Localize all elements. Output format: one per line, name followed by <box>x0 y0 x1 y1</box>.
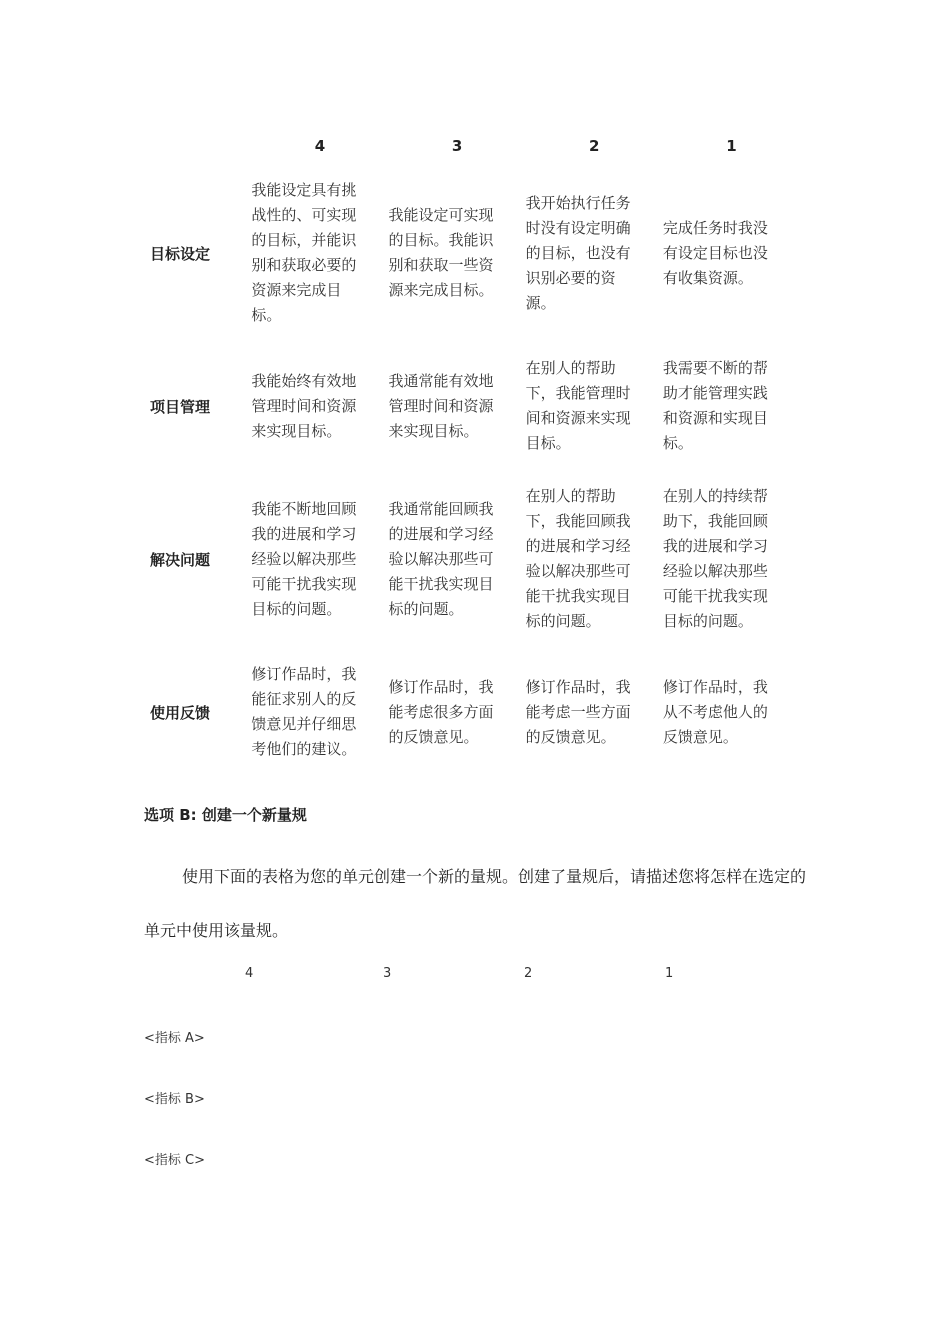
new-score-2: 2 <box>524 966 533 981</box>
new-score-1: 1 <box>665 966 674 981</box>
level-description: 在别人的帮助下，我能管理时间和资源来实现目标。 <box>525 359 631 452</box>
indicator-c: <指标 C> <box>144 1153 205 1168</box>
score-header-2: 2 <box>589 137 600 155</box>
criterion-label: 目标设定 <box>150 244 211 263</box>
criterion-label: 项目管理 <box>150 397 211 416</box>
level-description: 我通常能有效地管理时间和资源来实现目标。 <box>388 371 494 440</box>
level-description: 我通常能回顾我的进展和学习经验以解决那些可能干扰我实现目标的问题。 <box>388 499 494 618</box>
level-description: 我开始执行任务时没有设定明确的目标，也没有识别必要的资源。 <box>525 193 631 312</box>
score-header-1: 1 <box>726 137 737 155</box>
level-description: 我需要不断的帮助才能管理实践和资源和实现目标。 <box>662 359 768 452</box>
level-description: 修订作品时，我从不考虑他人的反馈意见。 <box>662 677 768 746</box>
new-rubric-score-header <box>0 966 950 986</box>
rubric-row-goal-setting <box>140 164 800 342</box>
indicator-a: <指标 A> <box>144 1031 205 1046</box>
rubric-table <box>140 128 800 776</box>
level-description: 完成任务时我没有设定目标也没有收集资源。 <box>662 218 768 287</box>
level-description: 我能不断地回顾我的进展和学习经验以解决那些可能干扰我实现目标的问题。 <box>251 499 357 618</box>
level-description: 修订作品时，我能征求别人的反馈意见并仔细思考他们的建议。 <box>251 665 357 758</box>
level-description: 我能始终有效地管理时间和资源来实现目标。 <box>251 371 357 440</box>
level-description: 在别人的持续帮助下，我能回顾我的进展和学习经验以解决那些可能干扰我实现目标的问题。 <box>662 487 768 630</box>
new-score-4: 4 <box>245 966 254 981</box>
level-description: 我能设定可实现的目标。我能识别和获取一些资源来完成目标。 <box>388 206 494 299</box>
level-description: 修订作品时，我能考虑很多方面的反馈意见。 <box>388 677 494 746</box>
section-b-paragraph: 使用下面的表格为您的单元创建一个新的量规。创建了量规后，请描述您将怎样在选定的单元中使用该量规。 <box>144 867 807 940</box>
level-description: 修订作品时，我能考虑一些方面的反馈意见。 <box>525 677 631 746</box>
level-description: 我能设定具有挑战性的、可实现的目标，并能识别和获取必要的资源来完成目标。 <box>251 181 357 324</box>
level-description: 在别人的帮助下，我能回顾我的进展和学习经验以解决那些可能干扰我实现目标的问题。 <box>525 487 631 630</box>
rubric-header-row <box>140 128 800 164</box>
rubric-row-problem-solving <box>140 470 800 648</box>
criterion-label: 使用反馈 <box>150 703 211 722</box>
rubric-row-using-feedback <box>140 648 800 776</box>
rubric-row-project-management <box>140 342 800 470</box>
score-header-4: 4 <box>314 137 326 155</box>
new-score-3: 3 <box>383 966 392 981</box>
rubric-corner-cell <box>140 128 251 164</box>
section-b-title: 选项 B: 创建一个新量规 <box>144 806 307 824</box>
indicator-b: <指标 B> <box>144 1092 205 1107</box>
criterion-label: 解决问题 <box>150 550 211 569</box>
score-header-3: 3 <box>451 137 463 155</box>
